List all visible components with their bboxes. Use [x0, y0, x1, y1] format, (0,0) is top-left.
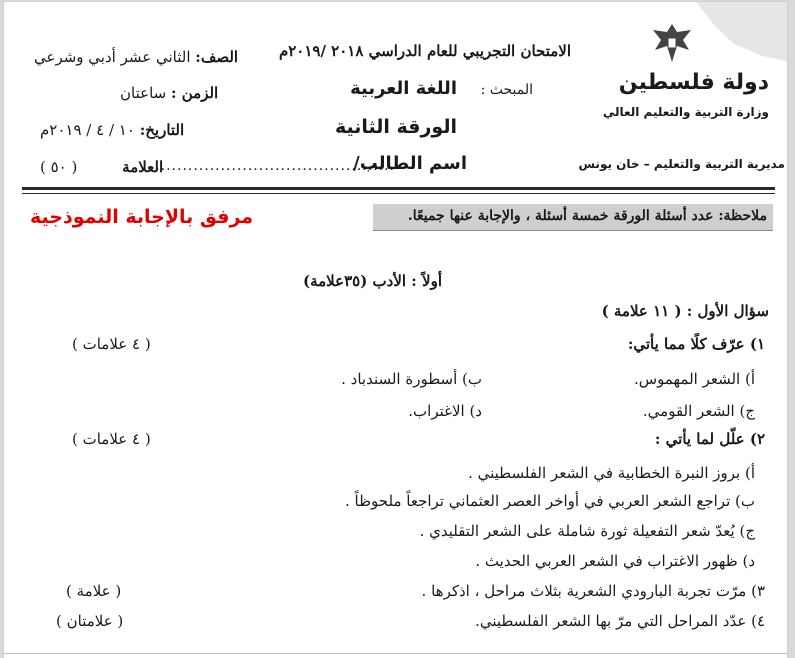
ministry-title: دولة فلسطين	[618, 70, 769, 95]
grade-label: العلامة	[122, 158, 164, 176]
question-1-title: سؤال الأول : ( ١١ علامة )	[601, 302, 769, 320]
q1-item2-c: ج) يُعدّ شعر التفعيلة ثورة شاملة على الشعر التقليدي .	[419, 522, 755, 540]
grade-value: ( ٥٠ )	[40, 158, 78, 176]
q1-item1-marks: ( ٤ علامات )	[72, 335, 151, 353]
paper-title: الورقة الثانية	[334, 116, 457, 138]
class-label: الصف:	[195, 48, 239, 66]
q1-item2-marks: ( ٤ علامات )	[72, 430, 151, 448]
page-bottom-edge	[4, 653, 787, 654]
q1-item1-a: أ) الشعر المهموس.	[633, 370, 755, 388]
q1-item2-b: ب) تراجع الشعر العربي في أواخر العصر العثماني تراجعاً ملحوظاً .	[345, 492, 755, 510]
grade-line	[40, 158, 163, 176]
q1-item1-b: ب) أسطورة السندباد .	[341, 370, 482, 388]
time-label: الزمن :	[170, 84, 219, 102]
date-line	[40, 121, 184, 139]
q1-item1-text: ١) عرّف كلًا مما يأتي:	[627, 335, 765, 353]
q1-item1-c: ج) الشعر القومي.	[642, 402, 755, 420]
subject-label: المبحث :	[480, 82, 533, 98]
directorate: مديرية التربية والتعليم – خان يونس	[578, 157, 785, 171]
eagle-emblem-icon	[647, 20, 697, 66]
q1-item1-d: د) الاغتراب.	[408, 402, 482, 420]
model-answer-attachment: مرفق بالإجابة النموذجية	[30, 206, 254, 228]
q1-item2-a: أ) بروز النبرة الخطابية في الشعر الفلسطيني .	[468, 464, 755, 482]
q1-item4-marks: ( علامتان )	[56, 612, 124, 630]
header-divider-thin	[22, 193, 775, 194]
q1-item3-text: ٣) مرّت تجربة البارودي الشعرية بثلاث مراحل ، اذكرها .	[421, 582, 765, 600]
class-value: الثاني عشر أدبي وشرعي	[34, 48, 191, 66]
q1-item3-marks: ( علامة )	[66, 582, 122, 600]
class-line	[34, 48, 238, 66]
torn-corner	[696, 2, 787, 62]
q1-item2-text: ٢) علّل لما يأتي :	[654, 430, 765, 448]
header-divider	[22, 187, 775, 190]
time-line	[120, 84, 218, 102]
student-name-label: اسم الطالب/	[353, 153, 467, 174]
time-value: ساعتان	[120, 84, 167, 102]
note-text: ملاحظة: عدد أسئلة الورقة خمسة أسئلة ، والإجابة عنها جميعًا.	[407, 208, 767, 224]
q1-item4-text: ٤) عدّد المراحل التي مرّ بها الشعر الفلسطيني.	[475, 612, 765, 630]
q1-item2-d: د) ظهور الاغتراب في الشعر العربي الحديث .	[475, 552, 755, 570]
exam-title: الامتحان التجريبي للعام الدراسي ٢٠١٨ /٢٠١٩م	[278, 42, 571, 60]
student-name-dots: ............................................	[155, 158, 395, 174]
date-label: التاريخ:	[139, 121, 185, 139]
date-value: ١٠ / ٤ / ٢٠١٩م	[40, 121, 135, 139]
section-title: أولاً : الأدب (٣٥علامة)	[303, 272, 442, 290]
subject-value: اللغة العربية	[350, 78, 457, 99]
exam-page	[4, 2, 787, 658]
ministry-name: وزارة التربية والتعليم العالي	[602, 105, 769, 119]
